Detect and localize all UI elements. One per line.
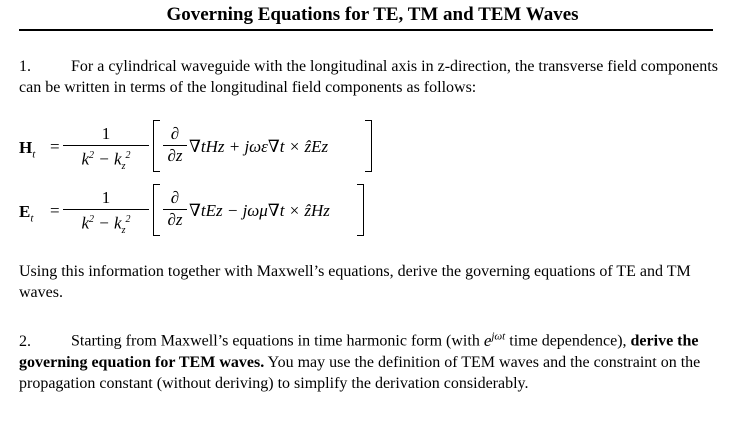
eq-e-right-bracket: [357, 184, 364, 236]
question-2-text-b: time dependence),: [509, 332, 627, 350]
time-harmonic-exponent: $e^{j\omega t}$: [483, 330, 506, 350]
question-1-number: 1.: [19, 58, 31, 75]
question-1-followup: Using this information together with Maxwell’s equations, derive the governing equations of TE and TM waves.: [19, 263, 691, 301]
eq-e-equals: =: [50, 201, 60, 220]
eq-h-equals: =: [50, 137, 60, 156]
eq-h-fraction: 1 $k^2 - k_z^2$: [63, 124, 149, 177]
question-2-text-c: You may use the definition of TEM waves and the constraint on the propagation constant (without deriving) to simplify the derivation considerably.: [19, 353, 701, 392]
question-2-text-a: Starting from Maxwell’s equations in time harmonic form (with: [71, 332, 480, 350]
eq-h-right-bracket: [365, 120, 372, 172]
eq-h-lhs: $H_t$: [19, 138, 36, 161]
equation-e-transverse: [19, 188, 379, 238]
equation-h-transverse: [19, 124, 379, 174]
question-2-number: 2.: [19, 332, 31, 350]
question-1: [19, 56, 719, 98]
eq-e-lhs: $E_t$: [19, 202, 34, 225]
eq-e-left-bracket: [153, 184, 160, 236]
page-title: Governing Equations for TE, TM and TEM Waves: [166, 4, 579, 25]
eq-h-partial-z: ∂ ∂z: [163, 124, 187, 166]
eq-e-fraction: 1 $k^2 - k_z^2$: [63, 188, 149, 241]
eq-e-terms: ∇tEz − jωμ∇t × ẑHz: [189, 201, 330, 220]
title-underline: [19, 29, 713, 31]
eq-h-terms: ∇tHz + jωε∇t × ẑEz: [189, 137, 329, 156]
eq-e-partial-z: ∂ ∂z: [163, 188, 187, 230]
eq-h-left-bracket: [153, 120, 160, 172]
question-1-text: For a cylindrical waveguide with the longitudinal axis in z-direction, the transverse field components can be written in terms of the longitudinal field components as follows:: [19, 58, 718, 96]
question-2: [19, 326, 719, 394]
question-2-bold: derive the governing equation for TEM waves.: [19, 332, 699, 371]
